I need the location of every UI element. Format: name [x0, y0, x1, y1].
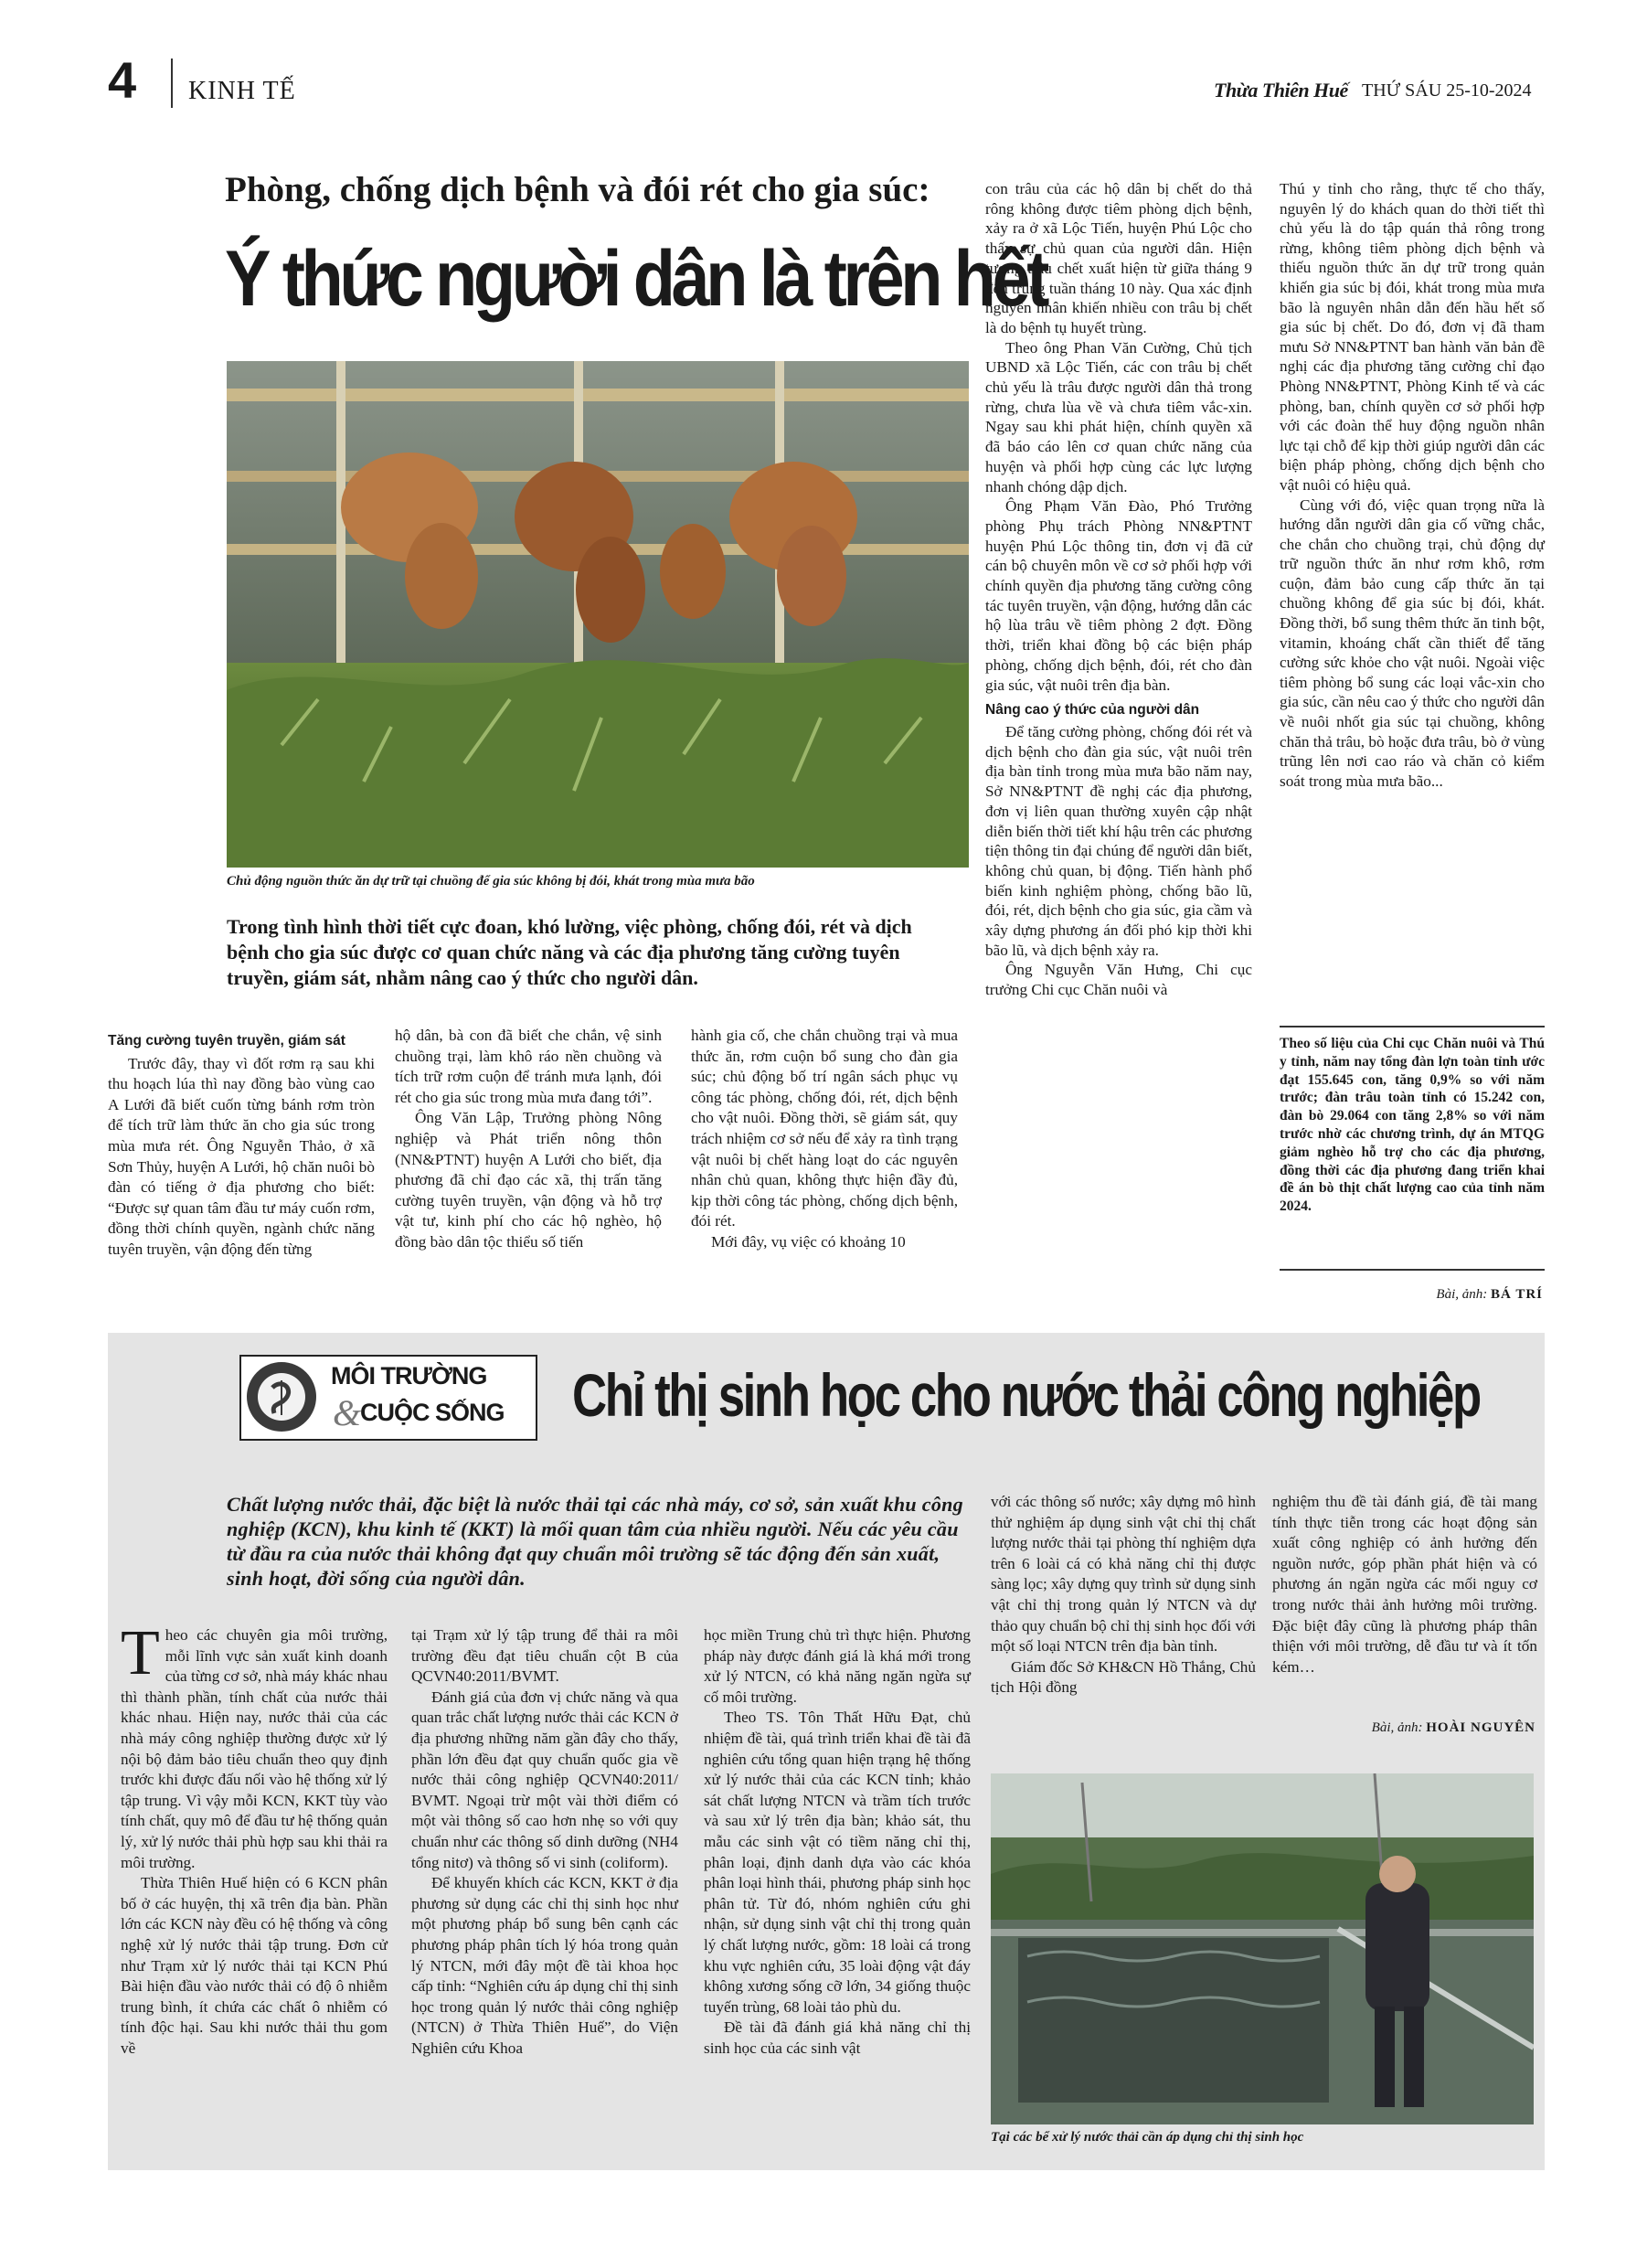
article1-paragraph: Theo ông Phan Văn Cường, Chủ tịch UBND xã Lộc Tiến, các con trâu bị chết chủ yếu là trâu được người dân thả trong rừng, chưa lùa về và chưa tiêm vắc-xin. Ngay sau khi phát hiện, chính quyền xã đã báo cáo lên cơ quan chức năng của huyện và phối hợp cùng các lực lượng nhanh chóng dập dịch.: [985, 338, 1252, 495]
article1-paragraph: Để tăng cường phòng, chống đói rét và dịch bệnh cho đàn gia súc, vật nuôi trên địa bàn tỉnh trong mùa mưa bão năm nay, Sở NN&PTNT đề nghị các địa phương, đơn vị liên quan thường xuyên cập nhật diễn biến thời tiết khí hậu trên các phương tiện thông tin đại chúng để người dân biết, không chủ quan, bị động. Tiến hành phổ biến kinh nghiệm phòng, chống bão lũ, đói, rét, dịch bệnh cho gia súc, gia cầm và xây dựng phương án đối phó kịp thời khi bão lũ, và dịch bệnh xảy ra.: [985, 722, 1252, 959]
section-name: KINH TẾ: [188, 77, 296, 105]
article2-paragraph: Giám đốc Sở KH&CN Hồ Thắng, Chủ tịch Hội đồng: [991, 1657, 1256, 1697]
article2-photo-caption: Tại các bể xử lý nước thải cần áp dụng chỉ thị sinh học: [991, 2130, 1304, 2145]
article2-paragraph: Đánh giá của đơn vị chức năng và qua quan trắc chất lượng nước thải các KCN ở địa phương những năm gần đây cho thấy, phần lớn đều đạt quy chuẩn quốc gia về nước thải công nghiệp QCVN40:2011/ BVMT. Ngoại trừ một vài thời điểm có một vài thông số cao hơn nhẹ so với quy chuẩn như các thông số dinh dưỡng (NH4 tổng nitơ) và thông số vi sinh (coliform).: [411, 1688, 678, 1871]
article1-lead: Trong tình hình thời tiết cực đoan, khó lường, việc phòng, chống đói, rét và dịch bệnh cho gia súc được cơ quan chức năng và các địa phương tăng cường tuyên truyền, giám sát, nhằm nâng cao ý thức cho người dân.: [227, 915, 912, 989]
article1-subhead-1: Tăng cường tuyên truyền, giám sát: [108, 1033, 345, 1049]
article2-paragraph: Theo TS. Tôn Thất Hữu Đạt, chủ nhiệm đề tài, quá trình triển khai đề tài đã nghiên cứu tổng quan hiện trạng hệ thống xử lý nước thải của các KCN tỉnh; khảo sát chất lượng NTCN và trầm tích trước và sau xử lý trên địa bàn; khảo sát, thu mẫu các sinh vật có tiềm năng chỉ thị, phân loại, định danh dựa vào các khóa phân loại hình thái, phương pháp sinh học phân tử. Từ đó, nhóm nghiên cứu ghi nhận, sử dụng sinh vật chỉ thị trong quản lý chất lượng nước, gồm: 18 loài cá trong khu vực nghiên cứu, 35 loài động vật đáy không xương sống cỡ lớn, 34 giống thuộc tuyến trùng, 68 loài tảo phù du.: [704, 1709, 971, 2016]
article1-byline: [1280, 1287, 1543, 1303]
article2-paragraph: Để khuyến khích các KCN, KKT ở địa phương sử dụng các chỉ thị sinh học như một phương pháp bổ sung bên cạnh các phương pháp phân tích lý hóa trong quản lý NTCN, mới đây một đề tài khoa học cấp tỉnh: “Nghiên cứu áp dụng chỉ thị sinh học trong quản lý nước thải công nghiệp (NTCN) ở Thừa Thiên Huế”, do Viện Nghiên cứu Khoa: [411, 1874, 678, 2057]
article1-column-1: [108, 1026, 375, 1261]
stats-box: Theo số liệu của Chi cục Chăn nuôi và Thú y tỉnh, năm nay tổng đàn lợn toàn tỉnh ước đạt 155.645 con, tăng 0,9% so với năm trước; đàn trâu toàn tỉnh có 15.242 con, đàn bò 29.064 con tăng 2,8% so với năm trước nhờ các chương trình, dự án MTQG giảm nghèo hỗ trợ cho các địa phương, đồng thời các địa phương đang triển khai đề án bò thịt chất lượng cao của tỉnh năm 2024.: [1280, 1036, 1545, 1215]
article1-paragraph: Ông Nguyễn Văn Hưng, Chi cục trưởng Chi cục Chăn nuôi và: [985, 961, 1252, 999]
wastewater-tank-photo: [991, 1773, 1534, 2124]
logo-line-2: CUỘC SỐNG: [360, 1399, 505, 1426]
page-number: 4: [108, 51, 137, 109]
article2-column-5: [1272, 1492, 1537, 1677]
stats-box-top-rule: [1280, 1026, 1545, 1028]
article1-column-5: [1280, 179, 1545, 791]
article1-paragraph: Ông Văn Lập, Trưởng phòng Nông nghiệp và Phát triển nông thôn (NN&PTNT) huyện A Lưới cho biết, địa phương đã chỉ đạo các xã, thị trấn tăng cường tuyên truyền, vận động và hỗ trợ vật tư, kinh phí cho các hộ nghèo, hộ đồng bào dân tộc thiểu số tiến: [395, 1109, 662, 1251]
article1-photo-caption: Chủ động nguồn thức ăn dự trữ tại chuồng để gia súc không bị đói, khát trong mùa mưa bão: [227, 874, 755, 889]
article1-title: Ý thức người dân là trên hết: [225, 235, 1047, 323]
article2-lead: Chất lượng nước thải, đặc biệt là nước thải tại các nhà máy, cơ sở, sản xuất khu công nghiệp (KCN), khu kinh tế (KKT) là mối quan tâm của nhiều người. Nếu các yêu cầu từ đầu ra của nước thải không đạt quy chuẩn môi trường sẽ tác động đến sản xuất, sinh hoạt, đời sống của người dân.: [227, 1493, 963, 1590]
article1-paragraph: Mới đây, vụ việc có khoảng 10: [711, 1232, 906, 1251]
byline-author: HOÀI NGUYÊN: [1426, 1720, 1535, 1735]
article2-column-3: [704, 1625, 971, 2059]
newspaper-name: Thừa Thiên Huế: [1214, 79, 1348, 101]
header-divider: [171, 59, 173, 108]
article1-subhead-2: Nâng cao ý thức của người dân: [985, 702, 1200, 719]
article2-column-4: [991, 1492, 1256, 1698]
article2-column-1: [121, 1618, 388, 2059]
issue-date: THỨ SÁU 25-10-2024: [1362, 80, 1532, 101]
logo-line-1: MÔI TRƯỜNG: [331, 1362, 487, 1390]
article1-column-3: [691, 1026, 958, 1253]
article2-paragraph: Theo các chuyên gia môi trường, mỗi lĩnh vực sản xuất kinh doanh của từng cơ sở, nhà máy khác nhau thì thành phần, tính chất của nước thải khác nhau. Hiện nay, nước thải của các nhà máy công nghiệp thường được xử lý nội bộ đảm bảo tiêu chuẩn theo quy định trước khi được đấu nối vào hệ thống xử lý tập trung. Vì vậy mỗi KCN, KKT tùy vào tính chất, quy mô để đầu tư hệ thống quản lý, xử lý nước thải phù hợp sau khi thải ra môi trường.: [121, 1618, 388, 1871]
article1-kicker: Phòng, chống dịch bệnh và đói rét cho gia súc:: [225, 170, 930, 209]
article2-paragraph: nghiệm thu đề tài đánh giá, đề tài mang tính thực tiễn trong các hoạt động sản xuất công nghiệp có ảnh hưởng đến nguồn nước, góp phần phát hiện và có phương án ngăn ngừa các mối nguy cơ trong nước thải ảnh hưởng môi trường. Đặc biệt đây cũng là phương pháp thân thiện với môi trường, dễ đầu tư và ít tốn kém…: [1272, 1493, 1537, 1676]
article1-paragraph: Thú y tỉnh cho rằng, thực tế cho thấy, nguyên lý do khách quan do thời tiết thì chủ yếu là do tập quán thả rông trong rừng, không tiêm phòng dịch bệnh và thiếu nguồn thức ăn dự trữ trong quản khiến gia súc bị đói, khát trong mùa mưa bão là nguyên nhân dẫn đến hầu hết số gia súc bị chết. Do đó, đơn vị đã tham mưu Sở NN&PTNT ban hành văn bản đề nghị các địa phương tăng cường chỉ đạo Phòng NN&PTNT, Phòng Kinh tế và các phòng, ban, chính quyền cơ sở phối hợp với các đoàn thể huy động nguồn nhân lực tại chỗ để kịp thời giúp người dân các biện pháp phòng, chống dịch bệnh cho vật nuôi có hiệu quả.: [1280, 180, 1545, 494]
byline-label: Bài, ảnh:: [1436, 1287, 1488, 1302]
article2-column-2: [411, 1625, 678, 2059]
byline-author: BÁ TRÍ: [1491, 1287, 1543, 1302]
article2-paragraph: với các thông số nước; xây dựng mô hình thử nghiệm áp dụng sinh vật chỉ thị chất lượng nước thải tại phòng thí nghiệm dựa trên 6 loài cá có khả năng chỉ thị được sàng lọc; xây dựng quy trình sử dụng sinh vật chỉ thị trong quản lý NTCN và dự thảo quy chuẩn bộ chỉ thị sinh học đối với một số loại NTCN trên địa bàn tỉnh.: [991, 1493, 1256, 1656]
article1-paragraph: hộ dân, bà con đã biết che chắn, vệ sinh chuồng trại, làm khô ráo nền chuồng và tích trữ rơm cuộn để tránh mưa lạnh, đói rét cho gia súc trong mùa mưa đang tới”.: [395, 1027, 662, 1106]
article2-paragraph: Thừa Thiên Huế hiện có 6 KCN phân bố ở các huyện, thị xã trên địa bàn. Phần lớn các KCN này đều có hệ thống và công nghệ xử lý nước thải tập trung. Đơn cử như Trạm xử lý nước thải tại KCN Phú Bài hiện đầu vào nước thải có độ ô nhiễm trung bình, ít chứa các chất ô nhiễm có tính độc hại. Sau khi nước thải thu gom về: [121, 1874, 388, 2057]
section-logo: [239, 1355, 537, 1441]
byline-label: Bài, ảnh:: [1371, 1720, 1423, 1735]
article2-paragraph: tại Trạm xử lý tập trung để thải ra môi trường đều đạt tiêu chuẩn cột B của QCVN40:2011/BVMT.: [411, 1626, 678, 1686]
article1-column-4: [985, 179, 1252, 1000]
article2-title: Chỉ thị sinh học cho nước thải công nghiệp: [572, 1361, 1480, 1429]
logo-ampersand: &: [333, 1392, 362, 1433]
article1-paragraph: hành gia cố, che chắn chuồng trại và mua thức ăn, rơm cuộn bổ sung cho đàn gia súc; chủ động bố trí ngân sách phục vụ công tác phòng, chống đói, rét, dịch bệnh cho vật nuôi. Đồng thời, sẽ giám sát, quy trách nhiệm cơ sở nếu để xảy ra tình trạng vật nuôi bị chết hàng loạt do các nguyên nhân chủ quan, không thực hiện đầy đủ, kịp thời công tác phòng, chống dịch bệnh, đói rét.: [691, 1027, 958, 1230]
article1-column-2: [395, 1026, 662, 1253]
article2-byline: [1272, 1720, 1535, 1736]
article2-paragraph: học miền Trung chủ trì thực hiện. Phương pháp này được đánh giá là khá mới trong xử lý NTCN, có khả năng ngăn ngừa sự cố môi trường.: [704, 1626, 971, 1706]
article1-paragraph: Trước đây, thay vì đốt rơm rạ sau khi thu hoạch lúa thì nay đồng bào vùng cao A Lưới đã biết cuốn từng bánh rơm tròn để tích trữ làm thức ăn cho gia súc trong mùa mưa rét. Ông Nguyễn Thảo, ở xã Sơn Thủy, huyện A Lưới, hộ chăn nuôi bò đàn có tiếng ở địa phương cho biết: “Được sự quan tâm đầu tư máy cuốn rơm, đồng thời chính quyền, ngành chức năng tuyên truyền, vận động đến từng: [108, 1054, 375, 1258]
dropcap: T: [121, 1618, 160, 1688]
article1-paragraph: con trâu của các hộ dân bị chết do thả rông không được tiêm phòng dịch bệnh, xảy ra ở xã Lộc Tiến, huyện Phú Lộc cho thấy sự chủ quan của người dân. Hiện tượng trâu chết xuất hiện từ giữa tháng 9 đến trung tuần tháng 10 này. Qua xác định nguyên nhân khiến nhiều con trâu bị chết là do bệnh tụ huyết trùng.: [985, 180, 1252, 336]
stats-box-bottom-rule: [1280, 1269, 1545, 1271]
emblem-icon: [247, 1362, 316, 1432]
article1-paragraph: Cùng với đó, việc quan trọng nữa là hướng dẫn người dân gia cố vững chắc, che chắn cho chuồng trại, chủ động dự trữ nguồn thức ăn như rơm khô, rơm cuộn, đảm bảo cung cấp thức ăn tại chuồng không để gia súc bị đói, khát. Đồng thời, bổ sung thêm thức ăn tinh bột, vitamin, khoáng chất cần thiết để tăng cường sức khỏe cho vật nuôi. Ngoài việc tiêm phòng bổ sung các loại vắc-xin cho gia súc, cần nêu cao ý thức cho người dân về nuôi nhốt gia súc tại chuồng, không chăn thả trâu, bò hoặc đưa trâu, bò ở vùng trũng lên nơi cao ráo và chăn cỏ kiểm soát trong mùa mưa bão...: [1280, 495, 1545, 790]
article1-paragraph: Ông Phạm Văn Đào, Phó Trưởng phòng Phụ trách Phòng NN&PTNT huyện Phú Lộc thông tin, đơn vị đã cử cán bộ chuyên môn về cơ sở phối hợp với chính quyền địa phương tăng cường công tác tuyên truyền, vận động, hướng dẫn các hộ lùa trâu về tiêm phòng 2 đợt. Đồng thời, triển khai đồng bộ các biện pháp phòng, chống dịch bệnh, đói, rét cho đàn gia súc, vật nuôi trên địa bàn.: [985, 497, 1252, 694]
cattle-photo: [227, 361, 969, 868]
article2-paragraph: Đề tài đã đánh giá khả năng chỉ thị sinh học của các sinh vật: [704, 2018, 971, 2057]
